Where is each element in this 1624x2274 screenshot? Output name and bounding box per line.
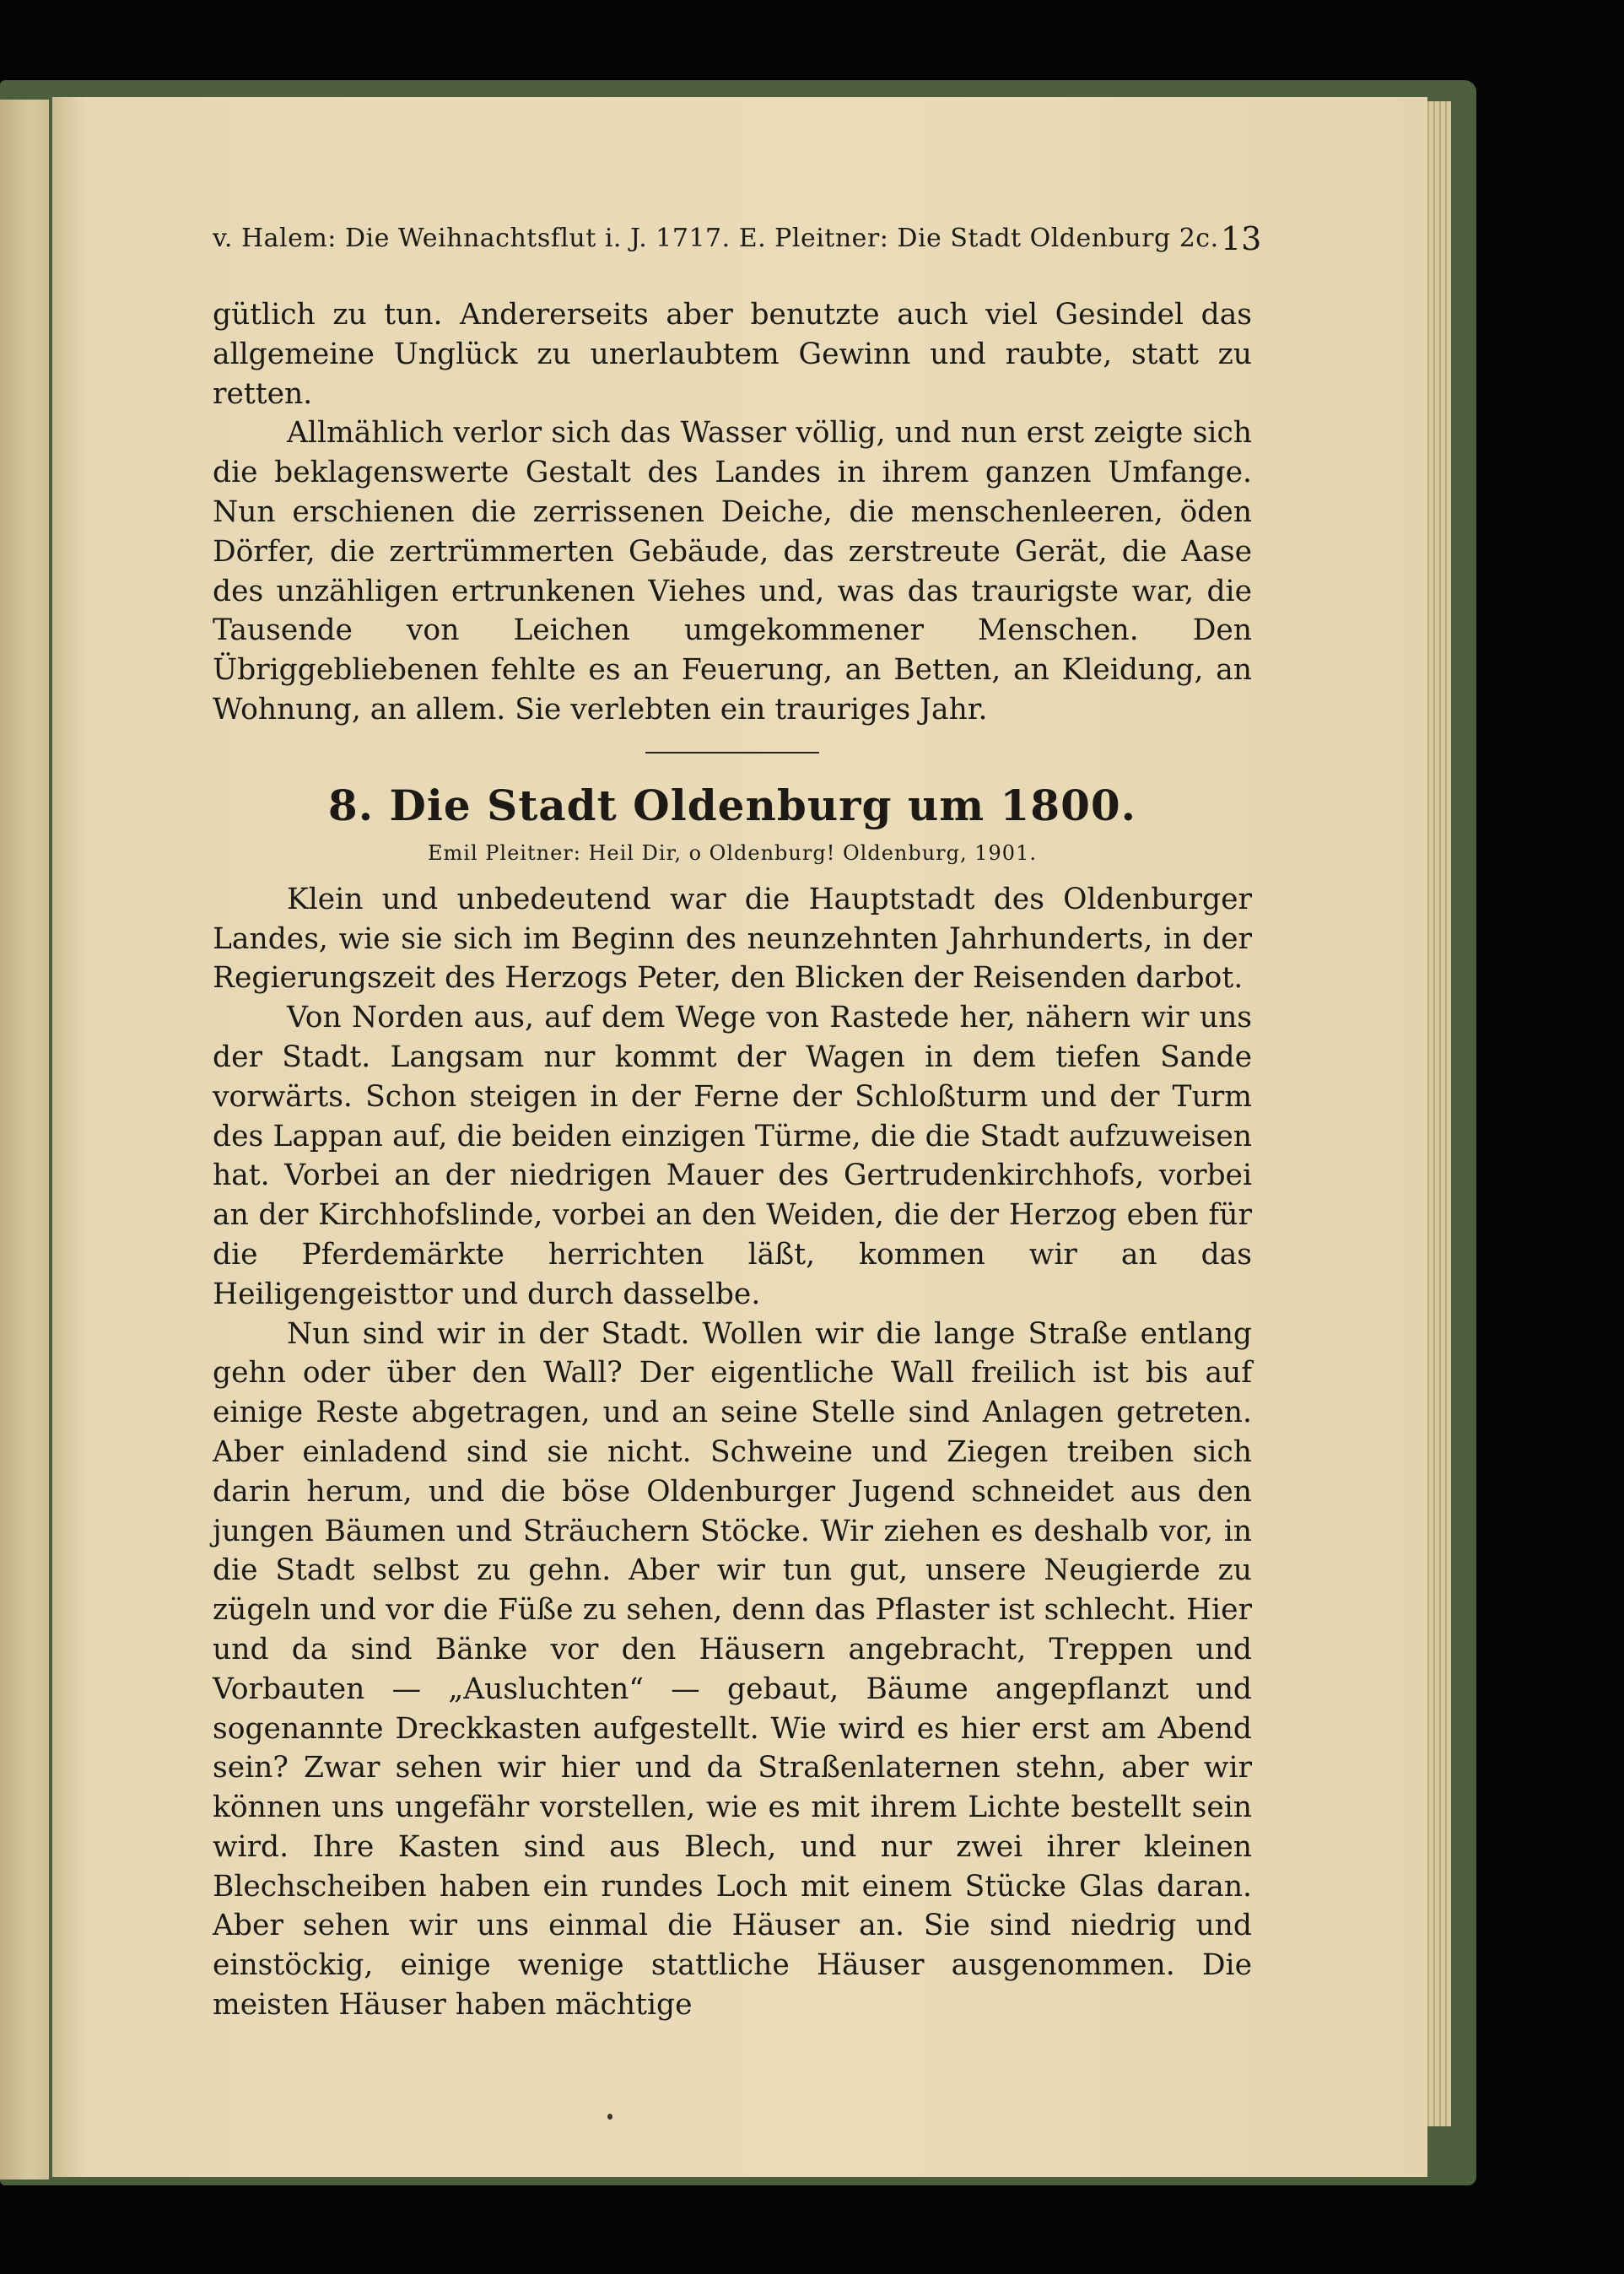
previous-section-paragraph-1: gütlich zu tun. Andererseits aber benutzte auch viel Gesindel das allgemeine Unglück zu unerlaubtem Gewinn und raubte, statt zu retten.: [213, 298, 1252, 411]
previous-section-paragraph-2: Allmählich verlor sich das Wasser völlig, und nun erst zeigte sich die beklagenswerte Gestalt des Landes in ihrem ganzen Umfange. Nun erschienen die zerrissenen Deiche, die menschenleeren, öden Dörfer, die zertrümmerten Gebäude, das zerstreute Gerät, die Aase des unzähligen ertrunkenen Viehes und, was das traurigste war, die Tausende von Leichen umgekommener Menschen. Den Übriggebliebenen fehlte es an Feuerung, an Betten, an Kleidung, an Wohnung, an allem. Sie verlebten ein trauriges Jahr.: [213, 416, 1252, 726]
section-paragraph-3: Nun sind wir in der Stadt. Wollen wir die lange Straße entlang gehn oder über den Wall? Der eigentliche Wall freilich ist bis auf einige Reste abgetragen, und an seine Stelle sind Anlagen getreten. Aber einladend sind sie nicht. Schweine und Ziegen treiben sich darin herum, und die böse Oldenburger Jugend schneidet aus den jungen Bäumen und Sträuchern Stöcke. Wir ziehen es deshalb vor, in die Stadt selbst zu gehn. Aber wir tun gut, unsere Neugierde zu zügeln und vor die Füße zu sehen, denn das Pflaster ist schlecht. Hier und da sind Bänke vor den Häusern angebracht, Treppen und Vorbauten — „Ausluchten“ — gebaut, Bäume angepflanzt und sogenannte Dreckkasten aufgestellt. Wie wird es hier erst am Abend sein? Zwar sehen wir hier und da Straßenlaternen stehn, aber wir können uns ungefähr vorstellen, wie es mit ihrem Lichte bestellt sein wird. Ihre Kasten sind aus Blech, und nur zwei ihrer kleinen Blechscheiben haben ein rundes Loch mit einem Stücke Glas daran. Aber sehen wir uns einmal die Häuser an. Sie sind niedrig und einstöckig, einige wenige stattliche Häuser ausgenommen. Die meisten Häuser haben mächtige: [213, 1316, 1252, 2023]
running-head: v. Halem: Die Weihnachtsflut i. J. 1717. E. Pleitner: Die Stadt Oldenburg 2c.: [213, 224, 1219, 253]
book-page: [52, 97, 1427, 2177]
section-paragraph-2: Von Norden aus, auf dem Wege von Rastede her, nähern wir uns der Stadt. Langsam nur kommt der Wagen in dem tiefen Sande vorwärts. Schon steigen in der Ferne der Schloßturm und der Turm des Lappan auf, die beiden einzigen Türme, die die Stadt aufzuweisen hat. Vorbei an der niedrigen Mauer des Gertrudenkirchhofs, vorbei an der Kirchhofslinde, vorbei an den Weiden, die der Herzog eben für die Pferdemärkte herrichten läßt, kommen wir an das Heiligengeisttor und durch dasselbe.: [213, 1001, 1252, 1311]
section-title: 8. Die Stadt Oldenburg um 1800.: [327, 780, 1137, 830]
page-text: [213, 295, 1252, 2025]
section-paragraph-1: Klein und unbedeutend war die Hauptstadt des Oldenburger Landes, wie sie sich im Beginn des neunzehnten Jahrhunderts, in der Regierungszeit des Herzogs Peter, den Blicken der Reisenden darbot.: [213, 882, 1252, 996]
page-number: 13: [1221, 220, 1262, 257]
section-divider: [645, 752, 819, 753]
paper-speck: [607, 2114, 612, 2120]
previous-page-edge: [0, 100, 49, 2179]
section-source: Emil Pleitner: Heil Dir, o Oldenburg! Oldenburg, 1901.: [428, 840, 1037, 865]
